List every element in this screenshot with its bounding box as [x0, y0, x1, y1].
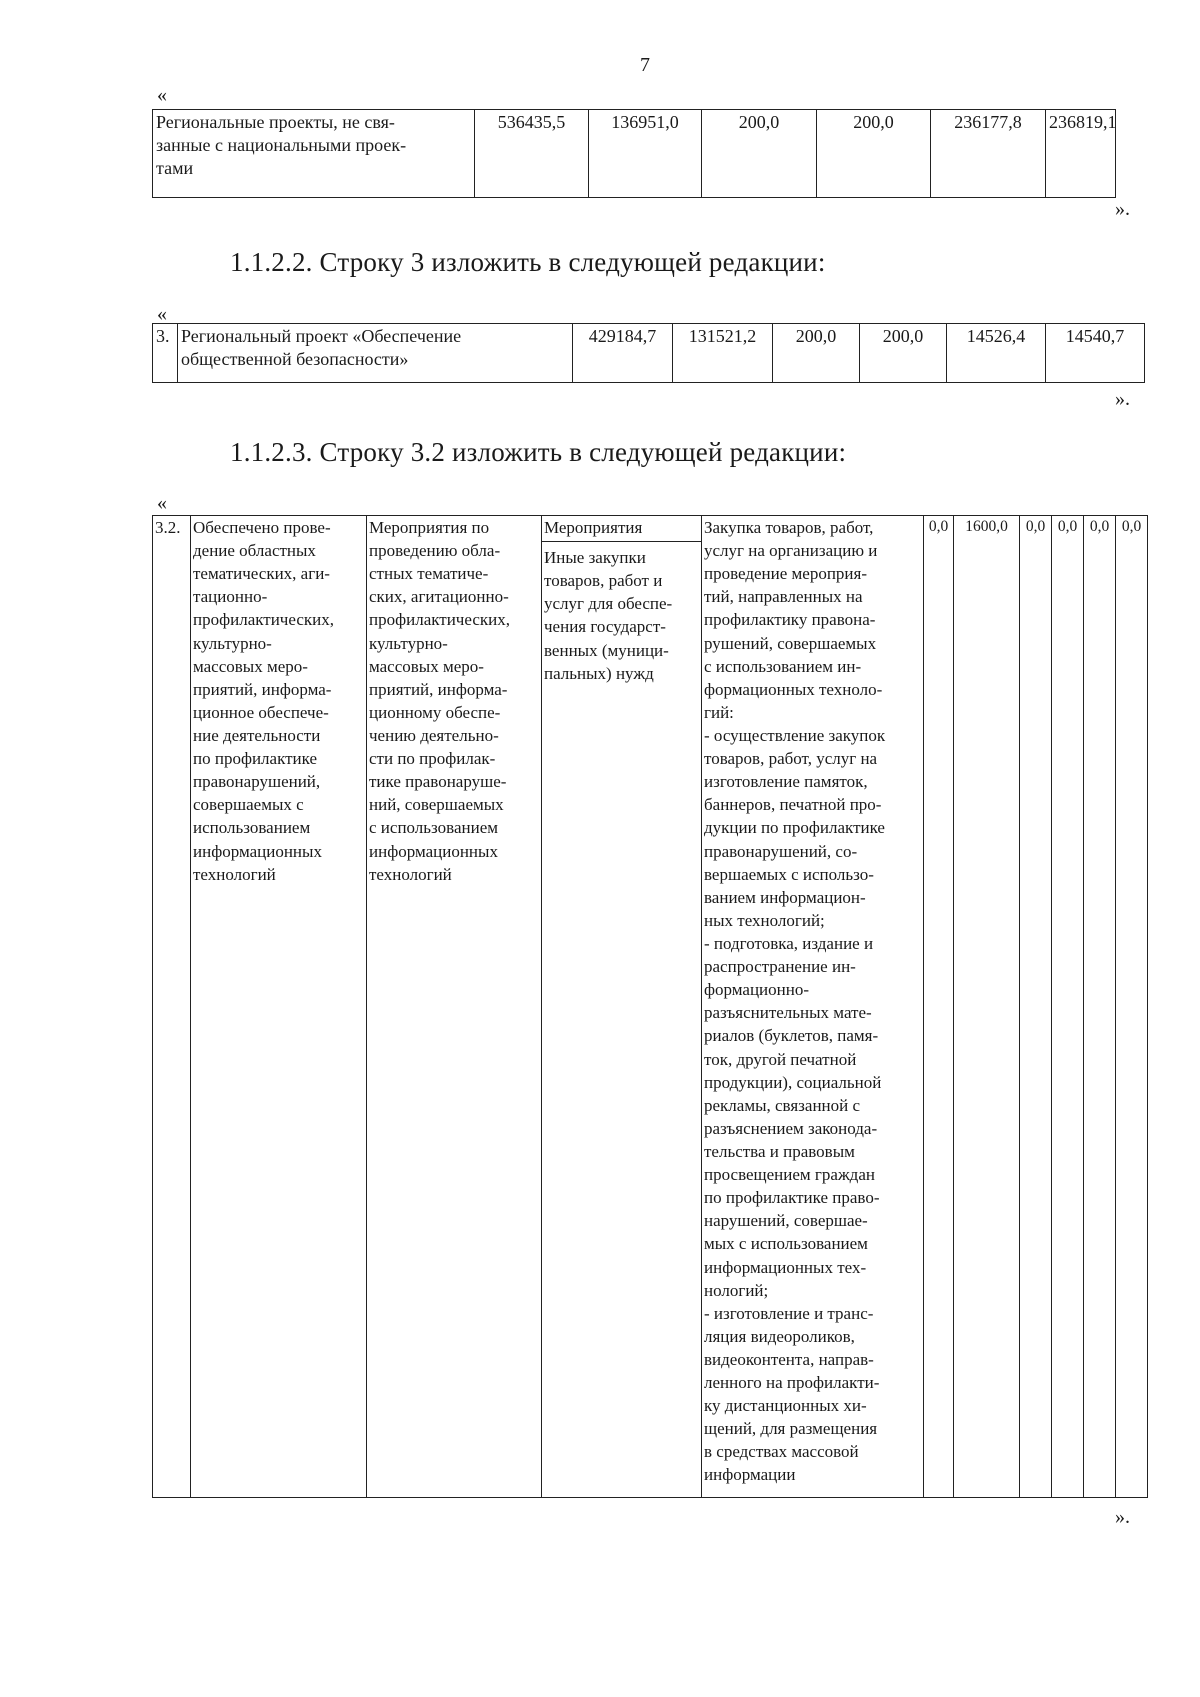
open-quote: « — [157, 303, 167, 325]
activity-cell: Мероприятия по проведению обла- стных тематиче- ских, агитационно- профилактических, культурно- массовых меро- приятий, информа- ционному обеспе- чению деятельно- сти по профилак- тике правонаруше- ний, совершаемых с использованием информационных технологий — [367, 516, 542, 1498]
section-heading: 1.1.2.2. Строку 3 изложить в следующей редакции: — [230, 247, 826, 277]
row-number: 3.2. — [153, 516, 191, 1498]
value-cell: 0,0 — [1020, 516, 1052, 1498]
row-name: Региональные проекты, не свя- занные с национальными проек- тами — [153, 110, 475, 198]
close-quote: ». — [1115, 1506, 1130, 1528]
type-label: Мероприятия — [542, 516, 701, 542]
section-heading: 1.1.2.3. Строку 3.2 изложить в следующей редакции: — [230, 437, 847, 467]
regional-projects-table — [152, 109, 1116, 198]
value-cell: 429184,7 — [573, 324, 673, 383]
row-3-2-table — [152, 515, 1148, 1498]
type-cell — [542, 516, 702, 1498]
close-quote: ». — [1115, 198, 1130, 220]
value-cell: 1600,0 — [954, 516, 1020, 1498]
description-cell: Закупка товаров, работ, услуг на организацию и проведение мероприя- тий, направленных на профилактику правона- рушений, совершаемых с использованием ин- формационных техноло- гий: - осуществление закупок товаров, работ, услуг на изготовление памяток, баннеров, печатной про- дукции по профилактике правонарушений, со- вершаемых с использо- ванием информацион- ных технологий; - подготовка, издание и распространение ин- формационно- разъяснительных мате- риалов (буклетов, памя- ток, другой печатной продукции), социальной рекламы, связанной с разъяснением законода- тельства и правовым просвещением граждан по профилактике право- нарушений, совершае- мых с использованием информационных тех- нологий; - изготовление и транс- ляция видеороликов, видеоконтента, направ- ленного на профилакти- ку дистанционных хи- щений, для размещения в средствах массовой информации — [702, 516, 924, 1498]
page-number: 7 — [640, 54, 650, 76]
value-cell: 14540,7 — [1046, 324, 1145, 383]
value-cell: 0,0 — [1052, 516, 1084, 1498]
regional-project-3-table — [152, 323, 1145, 383]
value-cell: 236819,1 — [1046, 110, 1116, 198]
value-cell: 14526,4 — [947, 324, 1046, 383]
table-row — [153, 110, 1116, 198]
subtype-label: Иные закупки товаров, работ и услуг для обеспе- чения государст- венных (муници- пальных) нужд — [544, 548, 673, 683]
open-quote: « — [157, 492, 167, 514]
table-row — [153, 324, 1145, 383]
open-quote: « — [157, 84, 167, 106]
value-cell: 0,0 — [1116, 516, 1148, 1498]
result-cell: Обеспечено прове- дение областных тематических, аги- тационно- профилактических, культурно- массовых меро- приятий, информа- ционное обеспече- ние деятельности по профилактике правонарушений, совершаемых с использованием информационных технологий — [191, 516, 367, 1498]
value-cell: 0,0 — [924, 516, 954, 1498]
value-cell: 0,0 — [1084, 516, 1116, 1498]
value-cell: 236177,8 — [931, 110, 1046, 198]
value-cell: 200,0 — [773, 324, 860, 383]
row-name: Региональный проект «Обеспечение общественной безопасности» — [178, 324, 573, 383]
value-cell: 200,0 — [702, 110, 817, 198]
value-cell: 200,0 — [860, 324, 947, 383]
table-row — [153, 516, 1148, 1498]
value-cell: 131521,2 — [673, 324, 773, 383]
value-cell: 536435,5 — [475, 110, 589, 198]
value-cell: 136951,0 — [589, 110, 702, 198]
close-quote: ». — [1115, 388, 1130, 410]
value-cell: 200,0 — [817, 110, 931, 198]
row-number: 3. — [153, 324, 178, 383]
